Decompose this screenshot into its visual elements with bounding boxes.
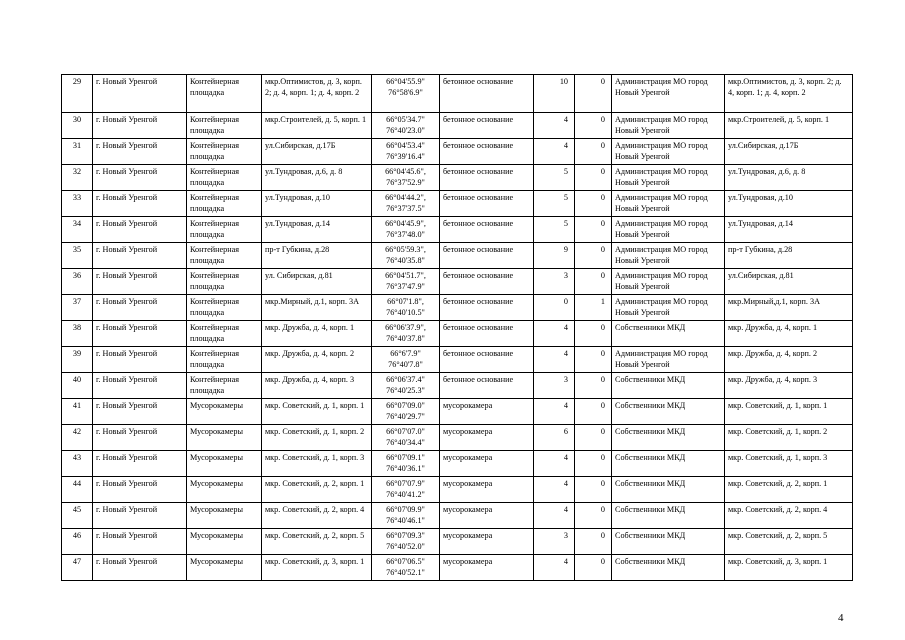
bunker-count-cell: 0 [575,243,612,269]
address-cell: мкр.Строителей, д. 5, корп. 1 [262,113,372,139]
container-count-cell: 4 [534,399,575,425]
site-type-cell: Мусорокамеры [187,425,262,451]
served-objects-cell: ул.Тундровая, д.6, д. 8 [725,165,853,191]
address-cell: мкр. Советский, д. 1, корп. 1 [262,399,372,425]
coordinates-cell: 66°07'06.5" 76°40'52.1" [372,555,440,581]
settlement-cell: г. Новый Уренгой [93,75,187,113]
container-count-cell: 4 [534,477,575,503]
site-type-cell: Контейнерная площадка [187,191,262,217]
registry-table [61,74,853,581]
base-type-cell: бетонное основание [440,243,534,269]
settlement-cell: г. Новый Уренгой [93,373,187,399]
container-count-cell: 9 [534,243,575,269]
coordinates-cell: 66°07'09.3" 76°40'52.0" [372,529,440,555]
bunker-count-cell: 0 [575,425,612,451]
owner-cell: Администрация МО город Новый Уренгой [612,217,725,243]
coordinates-cell: 66°07'09.0" 76°40'29.7" [372,399,440,425]
table-row [62,347,853,373]
address-cell: мкр. Советский, д. 1, корп. 2 [262,425,372,451]
settlement-cell: г. Новый Уренгой [93,555,187,581]
coordinates-cell: 66°04'51.7", 76°37'47.9" [372,269,440,295]
container-count-cell: 10 [534,75,575,113]
settlement-cell: г. Новый Уренгой [93,321,187,347]
address-cell: ул. Сибирская, д.81 [262,269,372,295]
container-count-cell: 0 [534,295,575,321]
container-count-cell: 4 [534,503,575,529]
base-type-cell: бетонное основание [440,217,534,243]
owner-cell: Администрация МО город Новый Уренгой [612,243,725,269]
container-count-cell: 5 [534,217,575,243]
table-row [62,269,853,295]
address-cell: пр-т Губкина, д.28 [262,243,372,269]
site-type-cell: Контейнерная площадка [187,347,262,373]
bunker-count-cell: 0 [575,321,612,347]
site-type-cell: Контейнерная площадка [187,165,262,191]
row-number-cell: 47 [62,555,93,581]
owner-cell: Собственники МКД [612,451,725,477]
row-number-cell: 38 [62,321,93,347]
owner-cell: Собственники МКД [612,373,725,399]
bunker-count-cell: 0 [575,113,612,139]
row-number-cell: 32 [62,165,93,191]
table-row [62,139,853,165]
settlement-cell: г. Новый Уренгой [93,191,187,217]
bunker-count-cell: 0 [575,347,612,373]
base-type-cell: мусорокамера [440,555,534,581]
bunker-count-cell: 0 [575,217,612,243]
row-number-cell: 37 [62,295,93,321]
coordinates-cell: 66°05'59.3", 76°40'35.8" [372,243,440,269]
row-number-cell: 39 [62,347,93,373]
container-count-cell: 4 [534,347,575,373]
base-type-cell: бетонное основание [440,295,534,321]
served-objects-cell: ул.Сибирская, д.81 [725,269,853,295]
base-type-cell: мусорокамера [440,425,534,451]
settlement-cell: г. Новый Уренгой [93,217,187,243]
owner-cell: Собственники МКД [612,399,725,425]
container-count-cell: 3 [534,529,575,555]
address-cell: ул.Тундровая, д.10 [262,191,372,217]
owner-cell: Собственники МКД [612,555,725,581]
address-cell: мкр. Советский, д. 2, корп. 1 [262,477,372,503]
row-number-cell: 41 [62,399,93,425]
table-row [62,295,853,321]
coordinates-cell: 66°04'45.9", 76°37'48.0" [372,217,440,243]
served-objects-cell: мкр. Советский, д. 3, корп. 1 [725,555,853,581]
coordinates-cell: 66°6'7.9" 76°40'7.8" [372,347,440,373]
table-row [62,555,853,581]
settlement-cell: г. Новый Уренгой [93,295,187,321]
site-type-cell: Контейнерная площадка [187,139,262,165]
table-row [62,243,853,269]
bunker-count-cell: 0 [575,477,612,503]
coordinates-cell: 66°07'1.8", 76°40'10.5" [372,295,440,321]
coordinates-cell: 66°06'37.4" 76°40'25.3" [372,373,440,399]
bunker-count-cell: 0 [575,139,612,165]
settlement-cell: г. Новый Уренгой [93,503,187,529]
coordinates-cell: 66°07'09.1" 76°40'36.1" [372,451,440,477]
row-number-cell: 40 [62,373,93,399]
address-cell: мкр. Советский, д. 3, корп. 1 [262,555,372,581]
bunker-count-cell: 0 [575,191,612,217]
table-row [62,191,853,217]
site-type-cell: Контейнерная площадка [187,113,262,139]
container-count-cell: 6 [534,425,575,451]
base-type-cell: мусорокамера [440,503,534,529]
owner-cell: Администрация МО город Новый Уренгой [612,113,725,139]
site-type-cell: Контейнерная площадка [187,321,262,347]
owner-cell: Администрация МО город Новый Уренгой [612,347,725,373]
served-objects-cell: мкр. Дружба, д. 4, корп. 2 [725,347,853,373]
owner-cell: Администрация МО город Новый Уренгой [612,75,725,113]
served-objects-cell: мкр. Советский, д. 1, корп. 2 [725,425,853,451]
container-count-cell: 4 [534,451,575,477]
address-cell: мкр. Дружба, д. 4, корп. 3 [262,373,372,399]
address-cell: ул.Тундровая, д.6, д. 8 [262,165,372,191]
coordinates-cell: 66°04'45.6", 76°37'52.9" [372,165,440,191]
container-count-cell: 4 [534,113,575,139]
table-row [62,451,853,477]
table-row [62,373,853,399]
table-row [62,321,853,347]
address-cell: мкр. Дружба, д. 4, корп. 2 [262,347,372,373]
bunker-count-cell: 0 [575,269,612,295]
settlement-cell: г. Новый Уренгой [93,477,187,503]
table-row [62,217,853,243]
coordinates-cell: 66°06'37.9", 76°40'37.8" [372,321,440,347]
owner-cell: Администрация МО город Новый Уренгой [612,269,725,295]
site-type-cell: Мусорокамеры [187,451,262,477]
base-type-cell: мусорокамера [440,451,534,477]
table-row [62,113,853,139]
served-objects-cell: мкр.Строителей, д. 5, корп. 1 [725,113,853,139]
table-row [62,165,853,191]
address-cell: мкр. Советский, д. 2, корп. 4 [262,503,372,529]
base-type-cell: мусорокамера [440,399,534,425]
address-cell: мкр.Мирный, д.1, корп. 3А [262,295,372,321]
address-cell: мкр. Советский, д. 1, корп. 3 [262,451,372,477]
site-type-cell: Мусорокамеры [187,555,262,581]
page-number: 4 [838,612,844,624]
settlement-cell: г. Новый Уренгой [93,425,187,451]
coordinates-cell: 66°05'34.7" 76°40'23.0" [372,113,440,139]
address-cell: ул.Сибирская, д.17Б [262,139,372,165]
owner-cell: Администрация МО город Новый Уренгой [612,165,725,191]
site-type-cell: Контейнерная площадка [187,75,262,113]
base-type-cell: бетонное основание [440,321,534,347]
bunker-count-cell: 0 [575,165,612,191]
coordinates-cell: 66°04'55.9" 76°58'6.9" [372,75,440,113]
container-count-cell: 4 [534,139,575,165]
coordinates-cell: 66°07'07.9" 76°40'41.2" [372,477,440,503]
bunker-count-cell: 0 [575,555,612,581]
served-objects-cell: мкр.Мирный,д.1, корп. 3А [725,295,853,321]
coordinates-cell: 66°04'53.4" 76°39'16.4" [372,139,440,165]
served-objects-cell: мкр.Оптимистов, д. 3, корп. 2; д. 4, корп. 1; д. 4, корп. 2 [725,75,853,113]
served-objects-cell: ул.Тундровая, д.10 [725,191,853,217]
base-type-cell: бетонное основание [440,347,534,373]
table-row [62,529,853,555]
site-type-cell: Контейнерная площадка [187,373,262,399]
row-number-cell: 46 [62,529,93,555]
owner-cell: Администрация МО город Новый Уренгой [612,139,725,165]
site-type-cell: Мусорокамеры [187,399,262,425]
settlement-cell: г. Новый Уренгой [93,243,187,269]
base-type-cell: мусорокамера [440,529,534,555]
base-type-cell: бетонное основание [440,165,534,191]
settlement-cell: г. Новый Уренгой [93,113,187,139]
container-count-cell: 3 [534,373,575,399]
served-objects-cell: ул.Тундровая, д.14 [725,217,853,243]
site-type-cell: Контейнерная площадка [187,217,262,243]
settlement-cell: г. Новый Уренгой [93,451,187,477]
bunker-count-cell: 0 [575,451,612,477]
site-type-cell: Контейнерная площадка [187,295,262,321]
base-type-cell: бетонное основание [440,113,534,139]
address-cell: мкр.Оптимистов, д. 3, корп. 2; д. 4, корп. 1; д. 4, корп. 2 [262,75,372,113]
served-objects-cell: мкр. Советский, д. 2, корп. 1 [725,477,853,503]
coordinates-cell: 66°07'07.0" 76°40'34.4" [372,425,440,451]
row-number-cell: 34 [62,217,93,243]
address-cell: ул.Тундровая, д.14 [262,217,372,243]
table-row [62,477,853,503]
owner-cell: Собственники МКД [612,321,725,347]
base-type-cell: мусорокамера [440,477,534,503]
address-cell: мкр. Советский, д. 2, корп. 5 [262,529,372,555]
container-count-cell: 5 [534,165,575,191]
settlement-cell: г. Новый Уренгой [93,399,187,425]
row-number-cell: 29 [62,75,93,113]
settlement-cell: г. Новый Уренгой [93,529,187,555]
table-row [62,503,853,529]
served-objects-cell: ул.Сибирская, д.17Б [725,139,853,165]
owner-cell: Собственники МКД [612,477,725,503]
served-objects-cell: пр-т Губкина, д.28 [725,243,853,269]
settlement-cell: г. Новый Уренгой [93,269,187,295]
table-row [62,399,853,425]
site-type-cell: Мусорокамеры [187,529,262,555]
row-number-cell: 44 [62,477,93,503]
coordinates-cell: 66°07'09.9" 76°40'46.1" [372,503,440,529]
base-type-cell: бетонное основание [440,269,534,295]
row-number-cell: 31 [62,139,93,165]
bunker-count-cell: 0 [575,529,612,555]
bunker-count-cell: 0 [575,399,612,425]
base-type-cell: бетонное основание [440,139,534,165]
bunker-count-cell: 0 [575,503,612,529]
container-count-cell: 5 [534,191,575,217]
served-objects-cell: мкр. Дружба, д. 4, корп. 3 [725,373,853,399]
served-objects-cell: мкр. Советский, д. 2, корп. 4 [725,503,853,529]
container-count-cell: 4 [534,321,575,347]
coordinates-cell: 66°04'44.2", 76°37'37.5" [372,191,440,217]
row-number-cell: 33 [62,191,93,217]
bunker-count-cell: 0 [575,373,612,399]
row-number-cell: 36 [62,269,93,295]
row-number-cell: 35 [62,243,93,269]
address-cell: мкр. Дружба, д. 4, корп. 1 [262,321,372,347]
owner-cell: Администрация МО город Новый Уренгой [612,191,725,217]
row-number-cell: 45 [62,503,93,529]
site-type-cell: Мусорокамеры [187,477,262,503]
base-type-cell: бетонное основание [440,373,534,399]
table-row [62,425,853,451]
site-type-cell: Контейнерная площадка [187,269,262,295]
site-type-cell: Мусорокамеры [187,503,262,529]
bunker-count-cell: 0 [575,75,612,113]
owner-cell: Собственники МКД [612,503,725,529]
container-count-cell: 3 [534,269,575,295]
served-objects-cell: мкр. Дружба, д. 4, корп. 1 [725,321,853,347]
settlement-cell: г. Новый Уренгой [93,139,187,165]
container-count-cell: 4 [534,555,575,581]
base-type-cell: бетонное основание [440,75,534,113]
settlement-cell: г. Новый Уренгой [93,165,187,191]
served-objects-cell: мкр. Советский, д. 2, корп. 5 [725,529,853,555]
owner-cell: Собственники МКД [612,529,725,555]
table-row [62,75,853,113]
served-objects-cell: мкр. Советский, д. 1, корп. 1 [725,399,853,425]
owner-cell: Собственники МКД [612,425,725,451]
served-objects-cell: мкр. Советский, д. 1, корп. 3 [725,451,853,477]
owner-cell: Администрация МО город Новый Уренгой [612,295,725,321]
row-number-cell: 43 [62,451,93,477]
base-type-cell: бетонное основание [440,191,534,217]
row-number-cell: 42 [62,425,93,451]
site-type-cell: Контейнерная площадка [187,243,262,269]
settlement-cell: г. Новый Уренгой [93,347,187,373]
bunker-count-cell: 1 [575,295,612,321]
row-number-cell: 30 [62,113,93,139]
